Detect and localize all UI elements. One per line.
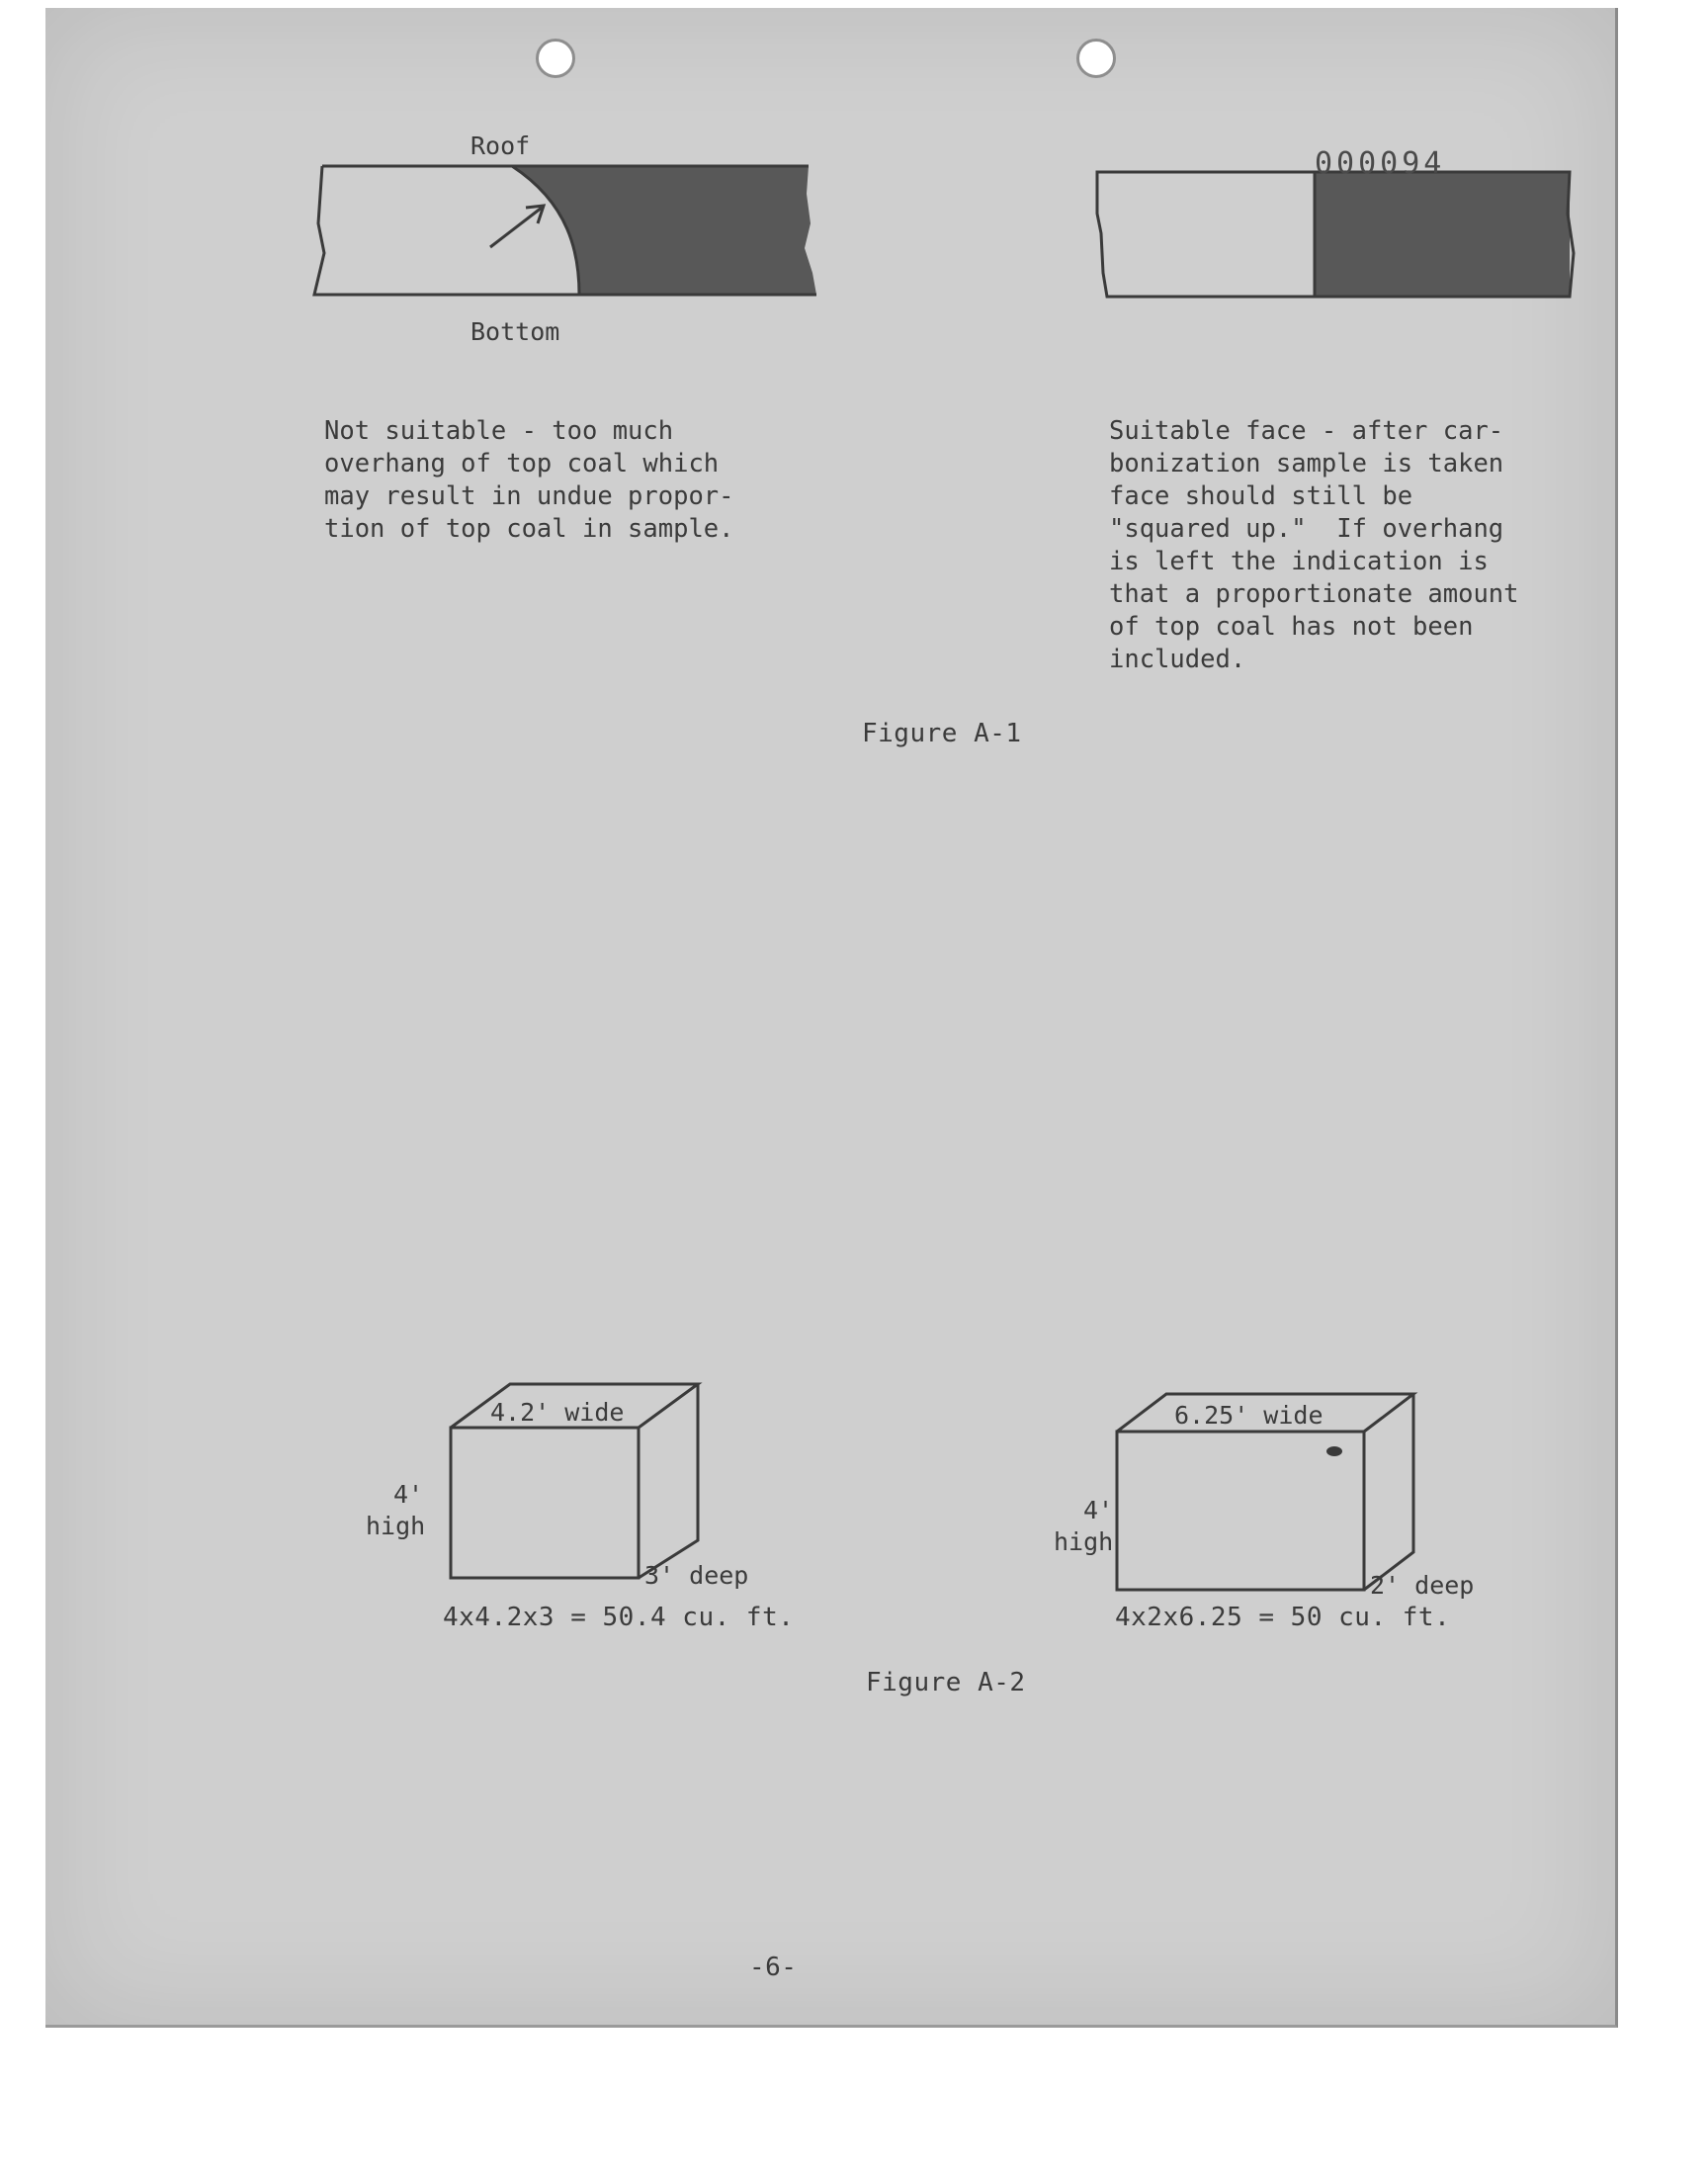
box-height-label: 4' <box>1083 1496 1114 1524</box>
description-line: that a proportionate amount <box>1109 579 1519 609</box>
box-volume-formula-left: 4x4.2x3 = 50.4 cu. ft. <box>443 1603 795 1632</box>
box-height-label: high <box>1054 1527 1114 1556</box>
unsuitable-face-description <box>324 415 734 546</box>
description-line: is left the indication is <box>1109 547 1489 576</box>
description-line: tion of top coal in sample. <box>324 514 734 544</box>
page-number: -6- <box>749 1953 798 1982</box>
box-height-label: high <box>366 1512 426 1540</box>
box-depth-label: 3' deep <box>644 1561 749 1590</box>
box-height-label: 4' <box>393 1480 424 1509</box>
roof-label: Roof <box>470 131 531 160</box>
figure-a2-caption: Figure A-2 <box>866 1668 1026 1697</box>
suitable-face-description <box>1109 415 1519 676</box>
punch-hole-left <box>536 39 575 78</box>
overhang-arrow-icon <box>490 208 542 247</box>
document-serial-number: 000094 <box>1315 146 1446 181</box>
box-width-label: 4.2' wide <box>490 1398 625 1427</box>
figure-a1-caption: Figure A-1 <box>862 719 1022 748</box>
description-line: "squared up." If overhang <box>1109 514 1504 544</box>
ink-blot <box>1326 1446 1342 1456</box>
description-line: overhang of top coal which <box>324 449 720 478</box>
description-line: Suitable face - after car- <box>1109 416 1504 446</box>
box-volume-formula-right: 4x2x6.25 = 50 cu. ft. <box>1115 1603 1451 1632</box>
coal-block-fill <box>1315 172 1570 297</box>
box-depth-label: 2' deep <box>1370 1571 1475 1600</box>
description-line: included. <box>1109 645 1246 674</box>
bottom-label: Bottom <box>470 317 560 346</box>
coal-overhang-fill <box>512 166 816 295</box>
description-line: of top coal has not been <box>1109 612 1474 642</box>
box-width-label: 6.25' wide <box>1174 1401 1324 1430</box>
description-line: face should still be <box>1109 481 1413 511</box>
description-line: Not suitable - too much <box>324 416 674 446</box>
unsuitable-face-diagram <box>293 125 846 352</box>
description-line: may result in undue propor- <box>324 481 734 511</box>
scanned-page <box>45 8 1618 2028</box>
description-line: bonization sample is taken <box>1109 449 1504 478</box>
punch-hole-right <box>1076 39 1116 78</box>
